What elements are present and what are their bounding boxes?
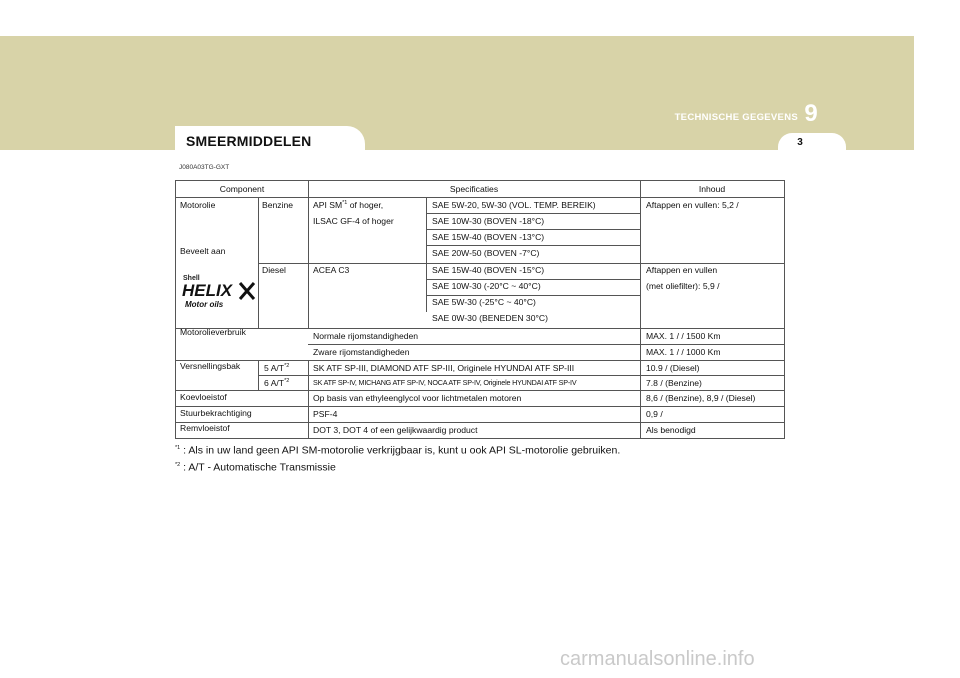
brake-fluid-spec: DOT 3, DOT 4 of een gelijkwaardig product — [313, 425, 478, 435]
power-steering-label: Stuurbekrachtiging — [180, 408, 252, 418]
header-specs: Specificaties — [449, 184, 499, 194]
coolant-value: 8,6 / (Benzine), 8,9 / (Diesel) — [646, 393, 756, 403]
header-component: Component — [219, 184, 265, 194]
shell-helix-logo — [182, 271, 262, 311]
coolant-label: Koevloeistof — [180, 392, 227, 402]
lubricant-table — [175, 180, 785, 439]
benzine-grade: SAE 20W-50 (BOVEN -7°C) — [432, 248, 540, 258]
chapter-title: TECHNISCHE GEGEVENS — [674, 112, 798, 123]
diesel-acea-spec: ACEA C3 — [313, 265, 350, 275]
svg-text:Shell: Shell — [183, 275, 200, 282]
brake-fluid-label: Remvloeistof — [180, 423, 230, 433]
brake-fluid-value: Als benodigd — [646, 425, 696, 435]
recommended-label: Beveelt aan — [180, 246, 226, 256]
normal-consumption-value: MAX. 1 / / 1500 Km — [646, 331, 721, 341]
transmission-6at-spec: SK ATF SP-IV, MICHANG ATF SP-IV, NOCA ATF SP-IV, Originele HYUNDAI ATF SP-IV — [313, 378, 577, 387]
footnotes — [175, 441, 620, 474]
transmission-label: Versnellingsbak — [180, 361, 241, 371]
benzine-label: Benzine — [262, 200, 294, 210]
diesel-label: Diesel — [262, 265, 286, 275]
page-number: 3 — [797, 137, 803, 148]
svg-text:Motor oils: Motor oils — [185, 300, 224, 309]
diesel-capacity-line-2: (met oliefilter): 5,9 / — [646, 281, 720, 291]
footnote-1: $^{*1}$ : Als in uw land geen API SM-motorolie verkrijgbaar is, kunt u ook API SL-motorolie gebruiken. — [175, 444, 621, 457]
diesel-grade: SAE 15W-40 (BOVEN -15°C) — [432, 265, 545, 275]
benzine-grade: SAE 10W-30 (BOVEN -18°C) — [432, 216, 545, 226]
svg-text:HELIX: HELIX — [182, 281, 233, 300]
coolant-spec: Op basis van ethyleenglycol voor lichtmetalen motoren — [313, 393, 522, 403]
transmission-5at-spec: SK ATF SP-III, DIAMOND ATF SP-III, Originele HYUNDAI ATF SP-III — [313, 363, 575, 373]
benzine-ilsac-spec: ILSAC GF-4 of hoger — [313, 216, 394, 226]
oil-consumption-label: Motorolieverbruik — [180, 327, 246, 337]
section-title: SMEERMIDDELEN — [186, 133, 312, 149]
transmission-5at-value: 10.9 / (Diesel) — [646, 363, 700, 373]
benzine-api-spec: API SM$^{*1}$ of hoger, — [313, 200, 384, 210]
transmission-6at-label: 6 $A/T^{*2}$ — [264, 378, 290, 388]
heavy-conditions: Zware rijomstandigheden — [313, 347, 410, 357]
watermark: carmanualsonline.info — [560, 648, 755, 670]
diesel-grade: SAE 0W-30 (BENEDEN 30°C) — [432, 313, 548, 323]
footnote-2: $^{*2}$ : A/T - Automatische Transmissie — [175, 461, 336, 473]
power-steering-spec: PSF-4 — [313, 409, 338, 419]
header-band — [0, 36, 914, 150]
benzine-capacity: Aftappen en vullen: 5,2 / — [646, 200, 739, 210]
power-steering-value: 0,9 / — [646, 409, 663, 419]
doc-code: J080A03TG-GXT — [179, 164, 230, 171]
header-content: Inhoud — [698, 184, 726, 194]
engine-oil-label: Motorolie — [180, 200, 216, 210]
diesel-grade: SAE 5W-30 (-25°C ~ 40°C) — [432, 297, 536, 307]
diesel-grade: SAE 10W-30 (-20°C ~ 40°C) — [432, 281, 541, 291]
benzine-grade: SAE 5W-20, 5W-30 (VOL. TEMP. BEREIK) — [432, 200, 596, 210]
benzine-grade: SAE 15W-40 (BOVEN -13°C) — [432, 232, 545, 242]
heavy-consumption-value: MAX. 1 / / 1000 Km — [646, 347, 721, 357]
diesel-capacity-line-1: Aftappen en vullen — [646, 265, 718, 275]
transmission-6at-value: 7.8 / (Benzine) — [646, 378, 702, 388]
normal-conditions: Normale rijomstandigheden — [313, 331, 419, 341]
chapter-number: 9 — [804, 100, 818, 127]
transmission-5at-label: 5 $A/T^{*2}$ — [264, 363, 290, 373]
